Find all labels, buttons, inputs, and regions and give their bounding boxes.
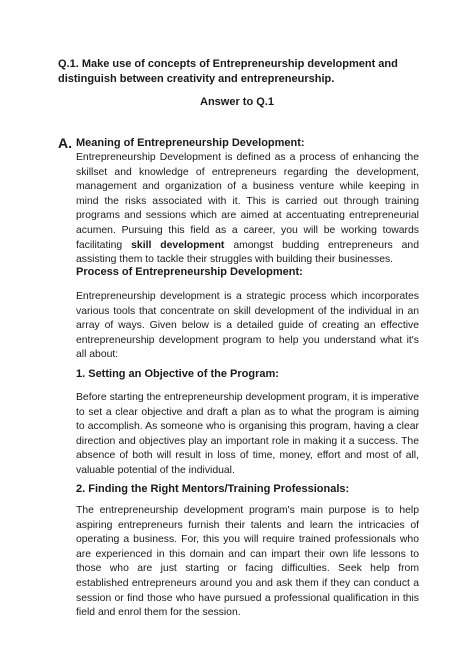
step2-paragraph: The entrepreneurship development program's main purpose is to help aspiring entrepreneurs furnish their talents and learn the intricacies of operating a business. For, this you will require trained professionals who are experienced in this domain and can impart their own life lessons to those who are just starting or facing difficulties. Seek help from established entrepreneurs around you and ask them if they can conduct a session or find those who have pursued a professional qualification in this field and enrol them for the session. [76, 505, 419, 619]
meaning-paragraph-text-2: amongst budding entrepreneurs and assisting them to tackle their struggles with building their businesses. [76, 239, 419, 266]
answer-title: Answer to Q.1 [200, 96, 274, 108]
process-heading: Process of Entrepreneurship Development: [76, 266, 303, 278]
question-text: Q.1. Make use of concepts of Entrepreneurship development and distinguish between creativity and entrepreneurship. [58, 58, 398, 85]
step1-heading: 1. Setting an Objective of the Program: [76, 368, 279, 380]
meaning-paragraph-text-1: Entrepreneurship Development is defined as a process of enhancing the skillset and knowledge of entrepreneurs regarding the development, management and organization of a business venture while keeping in mind the risks associated with it. This is carried out through training programs and sessions which are aimed at accentuating entrepreneurial acumen. Pursuing this field as a career, you will be working towards facilitating [76, 152, 419, 251]
meaning-heading: Meaning of Entrepreneurship Development: [76, 137, 305, 149]
skill-development-bold: skill development [131, 239, 225, 251]
process-paragraph: Entrepreneurship development is a strategic process which incorporates various tools that concentrate on skill development of the individual in an array of ways. Given below is a detailed guide of creating an effective entrepreneurship development program to help you understand what it's all about: [76, 291, 419, 361]
step2-heading: 2. Finding the Right Mentors/Training Professionals: [76, 483, 350, 495]
section-letter-a: A. [58, 135, 72, 151]
meaning-paragraph [76, 151, 419, 268]
step1-paragraph: Before starting the entrepreneurship development program, it is imperative to set a clear objective and draft a plan as to what the program is aiming to accomplish. As someone who is organising this program, having a clear direction and objectives play an important role in making it a success. The absence of both will result in loss of time, money, effort and most of all, valuable potential of the individual. [76, 392, 419, 476]
